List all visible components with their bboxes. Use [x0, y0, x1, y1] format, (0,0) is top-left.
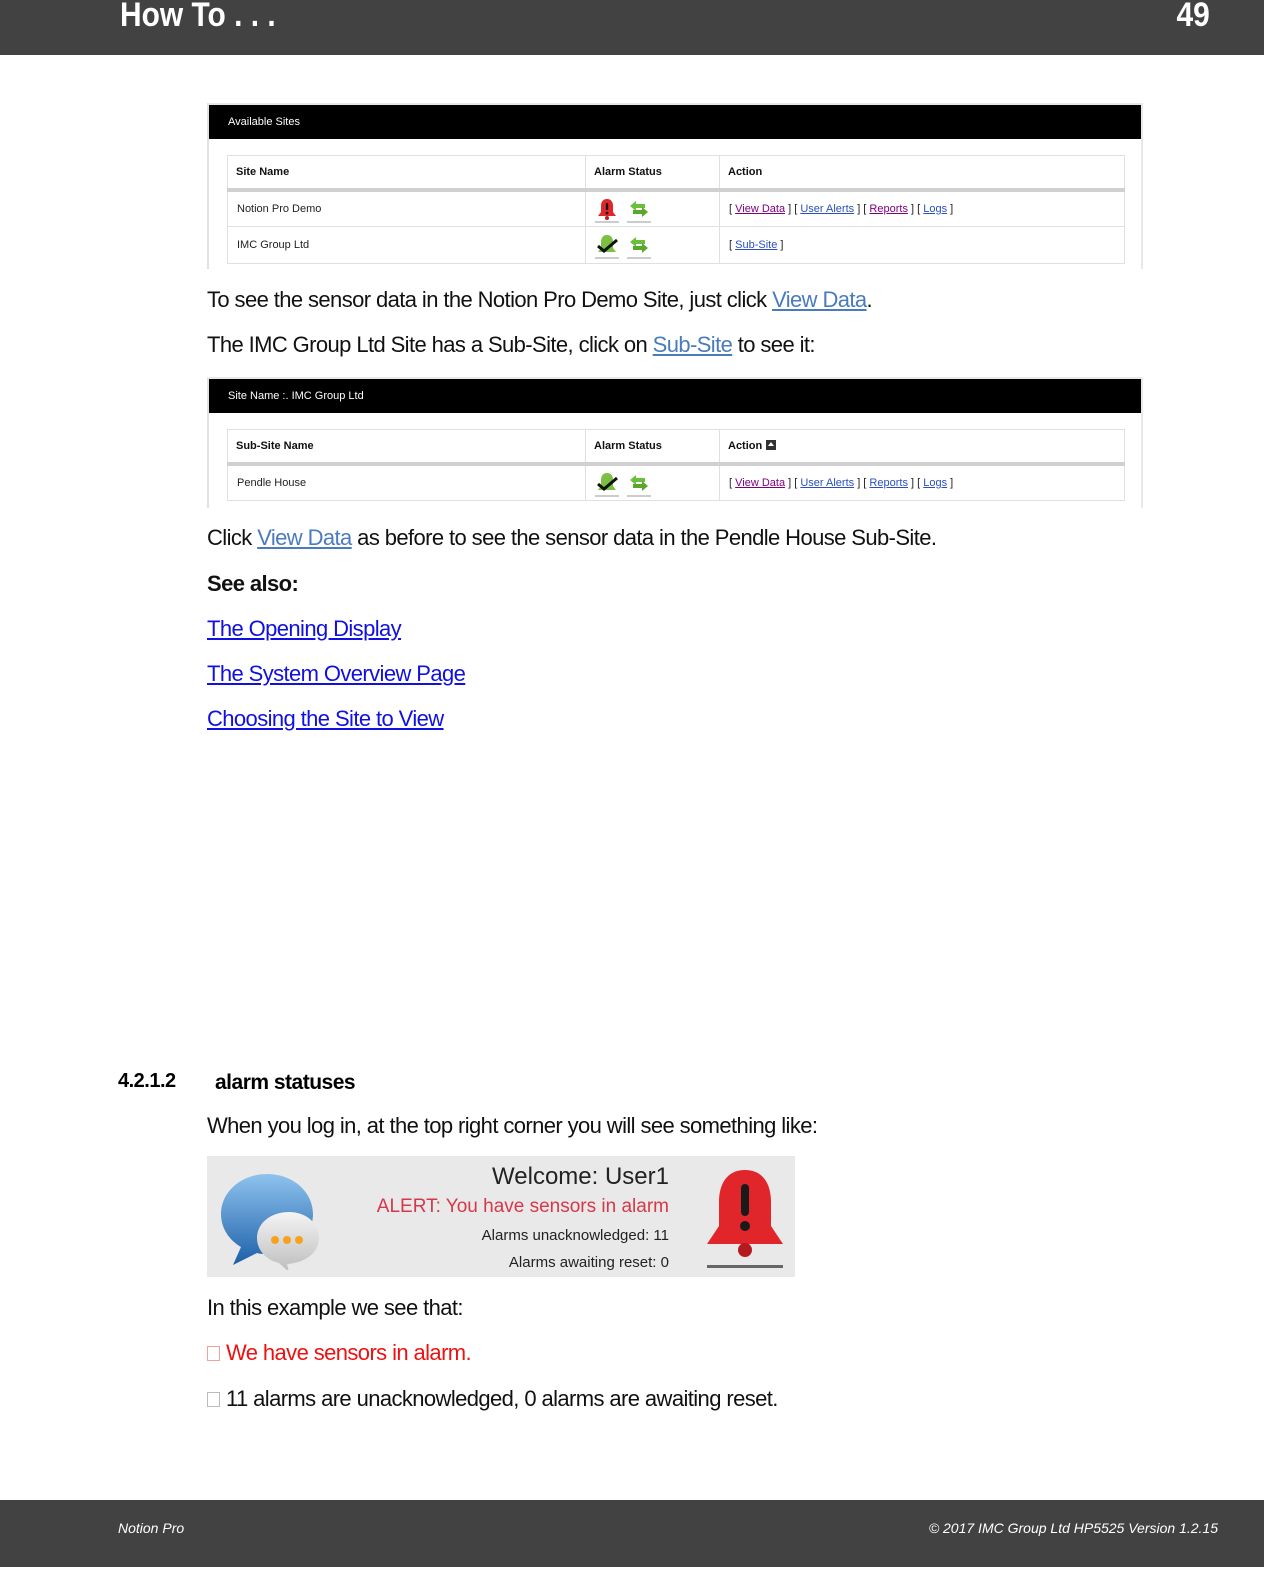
bullet-icon	[207, 1346, 220, 1361]
alert-message[interactable]: ALERT: You have sensors in alarm	[376, 1196, 669, 1217]
alarm-bell-red-icon[interactable]	[595, 197, 619, 223]
chapter-title: How To . . .	[120, 0, 276, 34]
paragraph-pendle-house: Click View Data as before to see the sensor data in the Pendle House Sub-Site.	[207, 525, 937, 550]
sort-up-icon[interactable]	[766, 440, 776, 450]
alarms-unacknowledged[interactable]: Alarms unacknowledged: 11	[481, 1227, 669, 1244]
link-system-overview[interactable]: The System Overview Page	[207, 661, 466, 686]
bullet-icon	[207, 1392, 220, 1407]
welcome-status-screenshot	[207, 1156, 795, 1277]
logs-link[interactable]: Logs	[923, 476, 948, 489]
panel-title: Site Name :. IMC Group Ltd	[209, 379, 1141, 413]
sub-site-inline-link[interactable]: Sub-Site	[652, 332, 733, 357]
sub-site-name: Pendle House	[228, 464, 586, 501]
alarms-awaiting-reset[interactable]: Alarms awaiting reset: 0	[508, 1254, 669, 1271]
bell-check-green-icon[interactable]	[595, 471, 619, 497]
view-data-inline-link[interactable]: View Data	[257, 525, 352, 550]
chat-bubble-icon	[217, 1170, 327, 1275]
table-row: IMC Group Ltd [ Sub-Site ]	[228, 227, 1125, 264]
bullet-sensors-in-alarm: We have sensors in alarm.	[207, 1340, 471, 1366]
section-title: alarm statuses	[215, 1071, 356, 1094]
view-data-link[interactable]: View Data	[735, 476, 786, 489]
green-arrows-icon[interactable]	[627, 197, 651, 223]
panel-title: Available Sites	[209, 105, 1141, 139]
table-row: Notion Pro Demo [ View Data ] [ User Alerts ] [ Reports ] [ Logs ]	[228, 190, 1125, 227]
alarm-bell-red-icon[interactable]	[703, 1164, 787, 1277]
paragraph-sub-site: The IMC Group Ltd Site has a Sub-Site, click on Sub-Site to see it:	[207, 332, 815, 357]
bullet-alarm-counts: 11 alarms are unacknowledged, 0 alarms are awaiting reset.	[207, 1386, 778, 1412]
logs-link[interactable]: Logs	[923, 202, 948, 215]
view-data-inline-link[interactable]: View Data	[772, 287, 867, 312]
green-arrows-icon[interactable]	[627, 233, 651, 259]
page-number: 49	[1176, 0, 1210, 34]
sites-table	[227, 155, 1125, 264]
table-row: Pendle House [ View Data ] [ User Alerts ] [ Reports ] [ Logs ]	[228, 464, 1125, 501]
page-header	[0, 0, 1264, 55]
link-choosing-site[interactable]: Choosing the Site to View	[207, 706, 444, 731]
column-header-action[interactable]: Action	[720, 430, 1125, 464]
column-header-site-name: Site Name	[228, 156, 586, 190]
reports-link[interactable]: Reports	[869, 476, 908, 489]
site-name: Notion Pro Demo	[228, 190, 586, 227]
page-footer	[0, 1500, 1264, 1567]
paragraph-view-data: To see the sensor data in the Notion Pro Demo Site, just click View Data.	[207, 287, 873, 312]
sub-site-link[interactable]: Sub-Site	[735, 239, 778, 251]
footer-copyright: © 2017 IMC Group Ltd HP5525 Version 1.2.15	[928, 1520, 1218, 1536]
column-header-action: Action	[720, 156, 1125, 190]
link-opening-display[interactable]: The Opening Display	[207, 616, 402, 641]
welcome-user: Welcome: User1	[492, 1163, 669, 1190]
column-header-sub-site-name: Sub-Site Name	[228, 430, 586, 464]
section-number: 4.2.1.2	[118, 1070, 176, 1092]
green-arrows-icon[interactable]	[627, 471, 651, 497]
available-sites-screenshot	[207, 103, 1143, 269]
footer-product: Notion Pro	[118, 1520, 185, 1536]
reports-link[interactable]: Reports	[869, 202, 908, 215]
site-name: IMC Group Ltd	[228, 227, 586, 264]
section-intro: When you log in, at the top right corner you will see something like:	[207, 1113, 818, 1138]
user-alerts-link[interactable]: User Alerts	[800, 202, 855, 215]
view-data-link[interactable]: View Data	[735, 202, 786, 215]
bell-check-green-icon[interactable]	[595, 233, 619, 259]
example-intro: In this example we see that:	[207, 1295, 463, 1320]
sub-site-screenshot	[207, 377, 1143, 508]
see-also-heading: See also:	[207, 571, 299, 596]
user-alerts-link[interactable]: User Alerts	[800, 476, 855, 489]
sub-sites-table	[227, 429, 1125, 501]
column-header-alarm-status: Alarm Status	[586, 156, 720, 190]
column-header-alarm-status: Alarm Status	[586, 430, 720, 464]
